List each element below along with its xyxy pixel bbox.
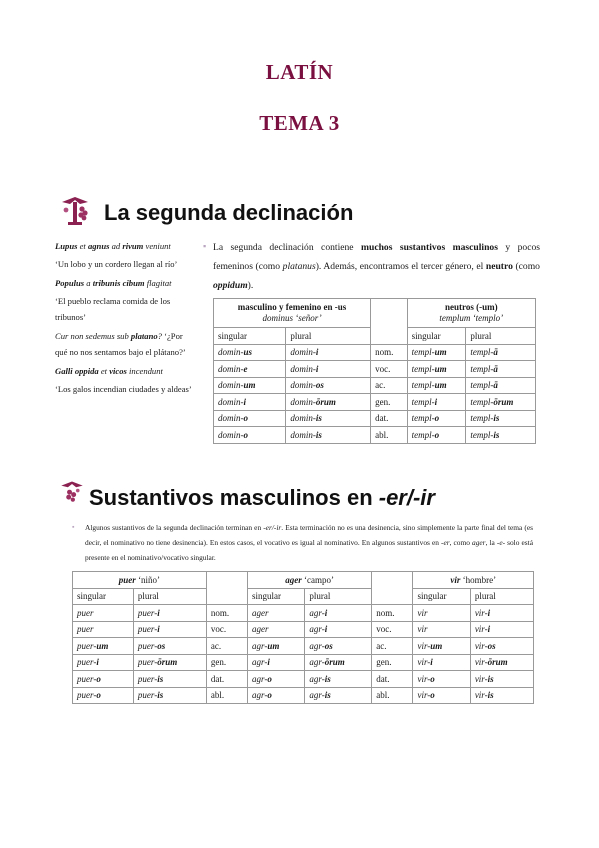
table-row <box>73 654 534 671</box>
section1-title: La segunda declinación <box>104 200 354 225</box>
case-label: nom. <box>371 344 407 361</box>
case-label: voc. <box>372 621 413 638</box>
table-cell: domin-um <box>214 377 286 394</box>
table-cell: vir-os <box>470 638 533 655</box>
case-label: ac. <box>371 377 407 394</box>
table-cell: templ-ā <box>466 377 536 394</box>
table-cell: ager <box>248 621 305 638</box>
case-label: ac. <box>206 638 247 655</box>
table-row <box>214 410 536 427</box>
table-cell: puer <box>73 605 134 622</box>
case-label: nom. <box>372 605 413 622</box>
table-cell: templ-is <box>466 410 536 427</box>
table-group-header: neutros (-um) templum ‘templo’ <box>407 299 535 328</box>
table-cell: puer-os <box>133 638 206 655</box>
example-latin: Lupus et agnus ad rivum veniunt <box>55 241 171 251</box>
case-label: gen. <box>372 654 413 671</box>
bullet-icon: ▪ <box>72 523 75 531</box>
table-cell: domin-ōrum <box>286 394 371 411</box>
table-cell: vir-o <box>413 671 470 688</box>
table-cell: agr-i <box>305 621 372 638</box>
table-cell: puer-i <box>133 605 206 622</box>
declension-table-2 <box>72 571 534 704</box>
table-cell: templ-ā <box>466 344 536 361</box>
table-row <box>73 687 534 704</box>
table-row <box>214 427 536 444</box>
table-column-headers: singular plural singular plural <box>214 328 536 345</box>
grapes-ornament-icon <box>58 194 92 228</box>
bullet-icon: ▪ <box>203 241 207 251</box>
example-translation: ‘Un lobo y un cordero llegan al río’ <box>55 259 178 269</box>
table-row <box>73 621 534 638</box>
table-cell: vir-um <box>413 638 470 655</box>
table-cell: agr-is <box>305 687 372 704</box>
table-cell: puer-ōrum <box>133 654 206 671</box>
example-latin: Populus a tribunis cibum flagitat <box>55 278 172 288</box>
table-row <box>214 394 536 411</box>
table-cell: domin-o <box>214 427 286 444</box>
table-cell: vir-i <box>413 654 470 671</box>
case-label: dat. <box>372 671 413 688</box>
table-cell: agr-ōrum <box>305 654 372 671</box>
table-row <box>73 671 534 688</box>
table-cell: vir-i <box>470 621 533 638</box>
table-cell: templ-o <box>407 427 466 444</box>
case-label: gen. <box>206 654 247 671</box>
table-cell: domin-i <box>286 344 371 361</box>
table-cell: domin-os <box>286 377 371 394</box>
section2-title: Sustantivos masculinos en -er/-ir <box>89 485 435 510</box>
table-cell: templ-ōrum <box>466 394 536 411</box>
grapes-ornament-icon <box>58 479 86 507</box>
table-cell: puer-is <box>133 671 206 688</box>
table-row <box>73 638 534 655</box>
case-label: voc. <box>371 361 407 378</box>
table-cell: domin-us <box>214 344 286 361</box>
table-cell: puer-o <box>73 687 134 704</box>
table-cell: templ-ā <box>466 361 536 378</box>
table-row <box>214 377 536 394</box>
table-cell: agr-i <box>248 654 305 671</box>
case-label: dat. <box>371 410 407 427</box>
table-cell: domin-e <box>214 361 286 378</box>
table-cell: vir <box>413 605 470 622</box>
case-label: abl. <box>206 687 247 704</box>
table-cell: puer <box>73 621 134 638</box>
page-title: LATÍN <box>265 60 334 84</box>
table-cell: domin-is <box>286 427 371 444</box>
table-cell: templ-um <box>407 344 466 361</box>
table-cell: agr-o <box>248 687 305 704</box>
example-latin: Galli oppida et vicos incendunt <box>55 366 163 376</box>
table-cell: vir-is <box>470 671 533 688</box>
case-label: voc. <box>206 621 247 638</box>
table-cell: vir-ōrum <box>470 654 533 671</box>
table-cell: agr-um <box>248 638 305 655</box>
table-cell: ager <box>248 605 305 622</box>
declension-table-1 <box>213 298 536 444</box>
table-cell: puer-o <box>73 671 134 688</box>
table-cell: vir-is <box>470 687 533 704</box>
example-translation: ‘El pueblo reclama comida de los tribunos’ <box>55 296 171 322</box>
table-cell: puer-i <box>133 621 206 638</box>
case-label: dat. <box>206 671 247 688</box>
case-label: abl. <box>372 687 413 704</box>
table-cell: puer-i <box>73 654 134 671</box>
example-translation: ‘Los galos incendian ciudades y aldeas’ <box>55 384 192 394</box>
section2-paragraph: Algunos sustantivos de la segunda declinación terminan en -er/-ir. Esta terminación no es una desinencia, sino simplemente la parte final del tema (es decir, el nominativo no tiene desinencia). En estos casos, el vocativo es igual al nominativo. En algunos sustantivos en -er, como ager, la -e- solo está presente en el nominativo/vocativo singular. <box>85 523 533 562</box>
table-row <box>73 605 534 622</box>
table-cell: templ-um <box>407 361 466 378</box>
table-cell: vir-i <box>470 605 533 622</box>
table-cell: domin-i <box>214 394 286 411</box>
table-column-headers: singular plural singular plural singular plural <box>73 588 534 605</box>
case-label: nom. <box>206 605 247 622</box>
section1-paragraph: La segunda declinación contiene muchos sustantivos masculinos y pocos femeninos (como platanus). Además, encontramos el tercer género, el neutro (como oppidum). <box>213 242 540 291</box>
table-cell: agr-is <box>305 671 372 688</box>
examples-column <box>55 238 197 399</box>
table-cell: templ-o <box>407 410 466 427</box>
table-cell: agr-i <box>305 605 372 622</box>
table-cell: puer-um <box>73 638 134 655</box>
table-cell: domin-o <box>214 410 286 427</box>
table-group-headers: puer ‘niño’ ager ‘campo’ vir ‘hombre’ <box>73 572 534 589</box>
table-cell: templ-i <box>407 394 466 411</box>
table-cell: templ-is <box>466 427 536 444</box>
table-row <box>214 344 536 361</box>
case-label: ac. <box>372 638 413 655</box>
case-label: abl. <box>371 427 407 444</box>
page-subtitle: TEMA 3 <box>259 111 340 135</box>
table-cell: agr-o <box>248 671 305 688</box>
table-row <box>214 361 536 378</box>
table-group-header: masculino y femenino en -us dominus ‘señor’ <box>214 299 371 328</box>
case-label: gen. <box>371 394 407 411</box>
table-cell: vir <box>413 621 470 638</box>
table-cell: templ-um <box>407 377 466 394</box>
table-cell: puer-is <box>133 687 206 704</box>
table-cell: agr-os <box>305 638 372 655</box>
example-latin-with-translation: Cur non sedemus sub platano? ‘¿Por qué no nos sentamos bajo el plátano?’ <box>55 331 186 357</box>
table-cell: domin-is <box>286 410 371 427</box>
table-cell: domin-i <box>286 361 371 378</box>
table-cell: vir-o <box>413 687 470 704</box>
